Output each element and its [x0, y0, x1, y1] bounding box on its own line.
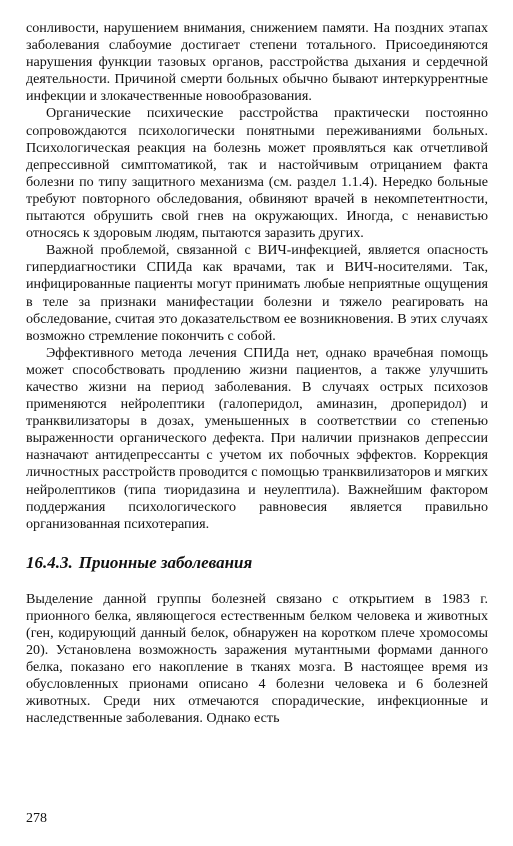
page-number: 278: [26, 811, 47, 826]
section-title: Прионные заболевания: [78, 552, 253, 572]
paragraph-treatment: Эффективного метода лечения СПИДа нет, однако врачебная помощь может способствовать продлению жизни пациентов, а также улучшить качество жизни на период заболевания. В случаях острых психозов применяются нейролептики (галоперидол, аминазин, дроперидол) и транквилизаторы в дозах, уменьшенных в соответствии со степенью выраженности органического дефекта. При наличии признаков депрессии назначают антидепрессанты с учетом их побочных эффектов. Коррекция личностных расстройств проводится с помощью транквилизаторов и мягких нейролептиков (типа тиоридазина и неулептила). Важнейшим фактором поддержания психологического равновесия является правильно организованная психотерапия.: [26, 344, 488, 532]
paragraph-hyperdiagnosis: Важной проблемой, связанной с ВИЧ-инфекцией, является опасность гипердиагностики СПИДа как врачами, так и ВИЧ-носителями. Так, инфицированные пациенты могут принимать любые неприятные ощущения в теле за признаки манифестации болезни и тяжело реагировать на обследование, считая это доказательством ее возникновения. В этих случаях возможно стремление покончить с собой.: [26, 242, 488, 344]
section-heading: [26, 553, 488, 573]
paragraph-psychological-reaction: Органические психические расстройства практически постоянно сопровождаются психологически понятными переживаниями больных. Психологическая реакция на болезнь может проявляться как отчетливой депрессивной симптоматикой, так и настойчивым отрицанием факта болезни по типу защитного механизма (см. раздел 1.1.4). Нередко больные требуют повторного обследования, обвиняют врачей в некомпетентности, пытаются обрушить свой гнев на окружающих. Иногда, с ненавистью относясь к здоровым людям, пытаются заразить других.: [26, 105, 488, 242]
section-number: 16.4.3.: [26, 552, 73, 572]
paragraph-prion-intro: Выделение данной группы болезней связано с открытием в 1983 г. прионного белка, являющегося естественным белком человека и животных (ген, кодирующий данный белок, обнаружен на коротком плече хромосомы 20). Установлена возможность заражения мутантными формами данного белка, показано его накопление в тканях мозга. В настоящее время из обусловленных прионами описано 4 болезни человека и 6 болезней животных. Среди них отмечаются спорадические, инфекционные и наследственные заболевания. Однако есть: [26, 590, 488, 727]
paragraph-continued: сонливости, нарушением внимания, снижением памяти. На поздних этапах заболевания слабоумие достигает степени тотального. Присоединяются нарушения функции тазовых органов, расстройства дыхания и сердечной деятельности. Причиной смерти больных обычно бывают интеркуррентные инфекции и злокачественные новообразования.: [26, 20, 488, 105]
